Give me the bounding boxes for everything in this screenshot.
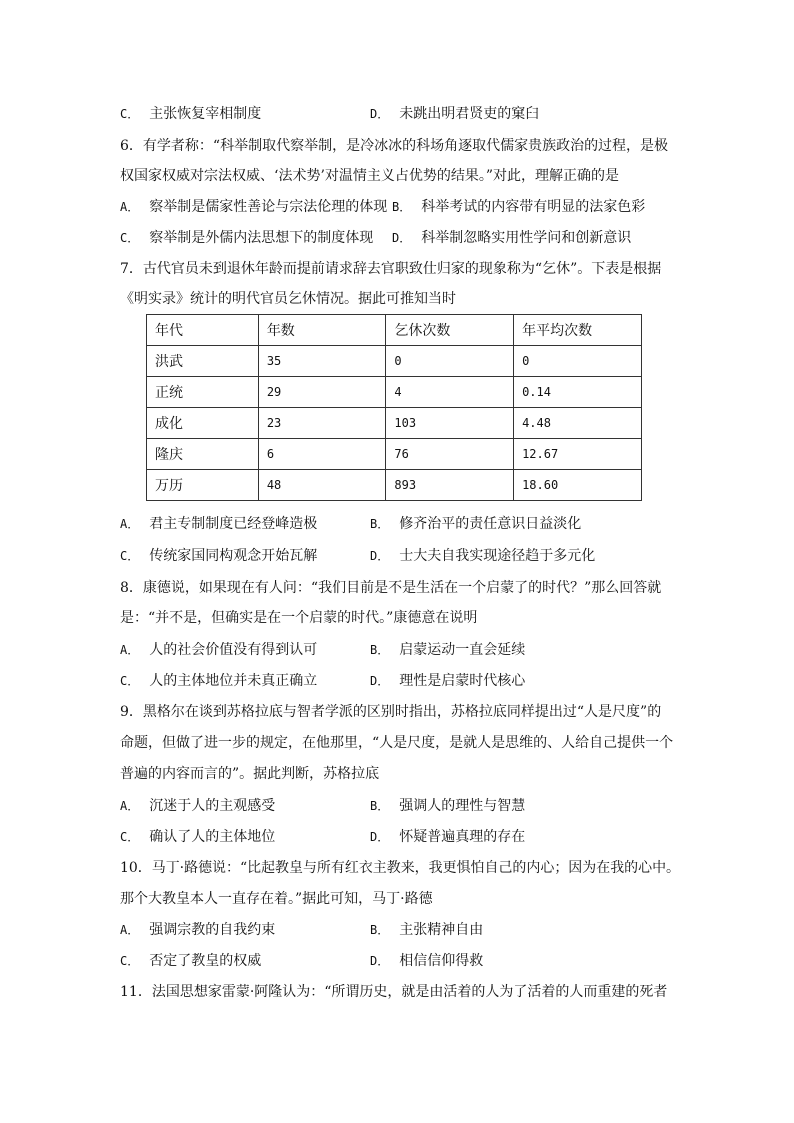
q8-option-d[interactable]: D． 理性是启蒙时代核心 xyxy=(370,673,526,689)
q9-option-d[interactable]: D． 怀疑普遍真理的存在 xyxy=(370,829,526,845)
table-cell: 正统 xyxy=(147,377,259,408)
table-cell: 0 xyxy=(514,346,642,377)
table-cell: 成化 xyxy=(147,408,259,439)
qixiu-statistics-table xyxy=(146,314,642,501)
q7-option-c[interactable]: C． 传统家国同构观念开始瓦解 xyxy=(120,548,318,564)
q8-stem-line-1: 8．康德说，如果现在有人问：“我们目前是不是生活在一个启蒙了的时代？”那么回答就 xyxy=(120,580,662,596)
q9-stem-line-3: 普遍的内容而言的”。据此判断，苏格拉底 xyxy=(120,766,380,782)
q6-stem-line-1: 6．有学者称：“科举制取代察举制，是冷冰冰的科场角逐取代儒家贵族政治的过程，是极 xyxy=(120,138,669,154)
q8-option-c[interactable]: C． 人的主体地位并未真正确立 xyxy=(120,673,318,689)
q10-stem-line-2: 那个大教皇本人一直存在着。”据此可知，马丁·路德 xyxy=(120,891,433,907)
table-cell: 0.14 xyxy=(514,377,642,408)
table-header-cell: 乞休次数 xyxy=(386,315,514,346)
q9-stem-line-1: 9．黑格尔在谈到苏格拉底与智者学派的区别时指出，苏格拉底同样提出过“人是尺度”的 xyxy=(120,704,662,720)
q7-option-a[interactable]: A． 君主专制制度已经登峰造极 xyxy=(120,516,318,532)
table-row xyxy=(147,439,642,470)
table-cell: 103 xyxy=(386,408,514,439)
table-row xyxy=(147,346,642,377)
q7-option-b[interactable]: B． 修齐治平的责任意识日益淡化 xyxy=(370,516,582,532)
table-cell: 48 xyxy=(258,470,386,501)
table-header-cell: 年代 xyxy=(147,315,259,346)
table-cell: 万历 xyxy=(147,470,259,501)
q6-option-a[interactable]: A． 察举制是儒家性善论与宗法伦理的体现 xyxy=(120,199,388,215)
table-header-row xyxy=(147,315,642,346)
q6-option-b[interactable]: B． 科举考试的内容带有明显的法家色彩 xyxy=(392,199,646,215)
q10-option-d[interactable]: D． 相信信仰得救 xyxy=(370,953,484,969)
q11-stem-line-1: 11．法国思想家雷蒙·阿隆认为：“所谓历史，就是由活着的人为了活着的人而重建的死者 xyxy=(120,984,668,1000)
q10-stem-line-1: 10．马丁·路德说：“比起教皇与所有红衣主教来，我更惧怕自己的内心；因为在我的心中。 xyxy=(120,860,681,876)
table-row xyxy=(147,470,642,501)
table-cell: 4 xyxy=(386,377,514,408)
q6-option-d[interactable]: D． 科举制忽略实用性学问和创新意识 xyxy=(392,230,632,246)
table-cell: 893 xyxy=(386,470,514,501)
q6-option-c[interactable]: C． 察举制是外儒内法思想下的制度体现 xyxy=(120,230,374,246)
table-cell: 18.60 xyxy=(514,470,642,501)
q7-stem-line-2: 《明实录》统计的明代官员乞休情况。据此可推知当时 xyxy=(120,291,456,307)
table-cell: 洪武 xyxy=(147,346,259,377)
q10-option-a[interactable]: A． 强调宗教的自我约束 xyxy=(120,922,276,938)
table-row xyxy=(147,408,642,439)
table-cell: 4.48 xyxy=(514,408,642,439)
q5-option-c[interactable]: C． 主张恢复宰相制度 xyxy=(120,106,262,122)
table-cell: 29 xyxy=(258,377,386,408)
q8-option-a[interactable]: A． 人的社会价值没有得到认可 xyxy=(120,642,318,658)
q8-option-b[interactable]: B． 启蒙运动一直会延续 xyxy=(370,642,526,658)
table-cell: 12.67 xyxy=(514,439,642,470)
q9-option-b[interactable]: B． 强调人的理性与智慧 xyxy=(370,798,526,814)
q9-option-a[interactable]: A． 沉迷于人的主观感受 xyxy=(120,798,276,814)
q8-stem-line-2: 是：“并不是，但确实是在一个启蒙的时代。”康德意在说明 xyxy=(120,610,478,626)
q7-option-d[interactable]: D． 士大夫自我实现途径趋于多元化 xyxy=(370,548,596,564)
table-cell: 隆庆 xyxy=(147,439,259,470)
table-header-cell: 年数 xyxy=(258,315,386,346)
table-cell: 76 xyxy=(386,439,514,470)
table-cell: 35 xyxy=(258,346,386,377)
q9-stem-line-2: 命题，但做了进一步的规定，在他那里，“人是尺度，是就人是思维的、人给自己提供一个 xyxy=(120,735,674,751)
table-cell: 6 xyxy=(258,439,386,470)
table-row xyxy=(147,377,642,408)
table-cell: 0 xyxy=(386,346,514,377)
q10-option-c[interactable]: C． 否定了教皇的权威 xyxy=(120,953,262,969)
table-header-cell: 年平均次数 xyxy=(514,315,642,346)
q10-option-b[interactable]: B． 主张精神自由 xyxy=(370,922,484,938)
q9-option-c[interactable]: C． 确认了人的主体地位 xyxy=(120,829,276,845)
q6-stem-line-2: 权国家权威对宗法权威、‘法术势’对温情主义占优势的结果。”对此，理解正确的是 xyxy=(120,168,620,184)
table-cell: 23 xyxy=(258,408,386,439)
q7-stem-line-1: 7．古代官员未到退休年龄而提前请求辞去官职致仕归家的现象称为“乞休”。下表是根据 xyxy=(120,261,662,277)
q5-option-d[interactable]: D． 未跳出明君贤吏的窠臼 xyxy=(370,106,540,122)
